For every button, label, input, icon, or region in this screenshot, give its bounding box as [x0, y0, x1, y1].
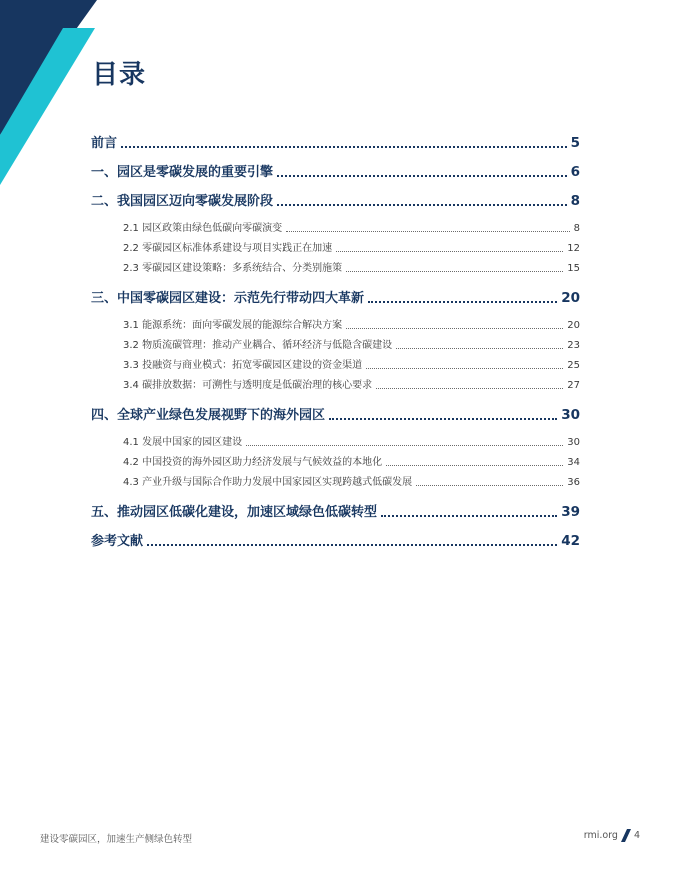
toc-dot-leader: [286, 231, 570, 232]
toc-entry-page-number: 42: [561, 533, 580, 549]
toc-entry-page-number: 39: [561, 504, 580, 520]
footer-page-info: [584, 829, 640, 842]
toc-entry-page-number: 6: [570, 164, 580, 180]
toc-entry-label: 二、我国园区迈向零碳发展阶段: [91, 194, 274, 209]
toc-entry-label: 4.1 发展中国家的园区建设: [123, 437, 243, 448]
toc-chapter-entry[interactable]: [91, 129, 580, 158]
toc-section-entry[interactable]: [123, 219, 580, 239]
footer-site-link[interactable]: rmi.org: [583, 830, 618, 841]
toc-entry-label: 2.2 零碳园区标准体系建设与项目实践正在加速: [123, 243, 333, 254]
toc-chapter-entry[interactable]: [91, 158, 580, 187]
toc-entry-page-number: 23: [567, 340, 580, 351]
toc-entry-label: 4.2 中国投资的海外园区助力经济发展与气候效益的本地化: [123, 457, 383, 468]
toc-entry-page-number: 30: [561, 407, 580, 423]
toc-entry-page-number: 36: [567, 477, 580, 488]
toc-entry-page-number: 8: [573, 223, 580, 234]
toc-section-entry[interactable]: [123, 316, 580, 336]
toc-dot-leader: [346, 328, 563, 329]
toc-entry-label: 4.3 产业升级与国际合作助力发展中国家园区实现跨越式低碳发展: [123, 477, 413, 488]
toc-dot-leader: [246, 445, 563, 446]
toc-dot-leader: [346, 271, 563, 272]
toc-entry-page-number: 34: [567, 457, 580, 468]
toc-chapter-entry[interactable]: [91, 187, 580, 216]
toc-dot-leader: [329, 418, 557, 420]
toc-entry-label: 四、全球产业绿色发展视野下的海外园区: [91, 408, 326, 423]
toc-dot-leader: [336, 251, 563, 252]
toc-dot-leader: [416, 485, 563, 486]
toc-entry-label: 3.2 物质流碳管理：推动产业耦合、循环经济与低隐含碳建设: [123, 340, 393, 351]
toc-entry-label: 前言: [91, 136, 118, 151]
table-of-contents: [91, 129, 580, 556]
toc-chapter-entry[interactable]: [91, 527, 580, 556]
toc-dot-leader: [277, 175, 567, 177]
toc-entry-page-number: 20: [561, 290, 580, 306]
toc-entry-label: 3.3 投融资与商业模式：拓宽零碳园区建设的资金渠道: [123, 360, 363, 371]
toc-dot-leader: [386, 465, 563, 466]
toc-entry-page-number: 20: [567, 320, 580, 331]
toc-entry-page-number: 8: [570, 193, 580, 209]
toc-entry-label: 三、中国零碳园区建设：示范先行带动四大革新: [91, 291, 365, 306]
toc-entry-page-number: 5: [570, 135, 580, 151]
toc-section-entry[interactable]: [123, 239, 580, 259]
toc-entry-label: 参考文献: [91, 534, 144, 549]
toc-entry-page-number: 25: [567, 360, 580, 371]
toc-entry-label: 3.4 碳排放数据：可溯性与透明度是低碳治理的核心要求: [123, 380, 373, 391]
toc-dot-leader: [381, 515, 557, 517]
page-title: 目录: [92, 60, 147, 90]
toc-dot-leader: [368, 301, 557, 303]
toc-entry-label: 五、推动园区低碳化建设，加速区域绿色低碳转型: [91, 505, 378, 520]
toc-chapter-entry[interactable]: [91, 401, 580, 430]
toc-entry-page-number: 15: [567, 263, 580, 274]
toc-section-entry[interactable]: [123, 433, 580, 453]
footer-page-number: 4: [633, 830, 640, 841]
toc-entry-label: 3.1 能源系统：面向零碳发展的能源综合解决方案: [123, 320, 343, 331]
toc-entry-page-number: 12: [567, 243, 580, 254]
toc-dot-leader: [396, 348, 563, 349]
toc-entry-label: 2.3 零碳园区建设策略：多系统结合、分类别施策: [123, 263, 343, 274]
toc-entry-page-number: 27: [567, 380, 580, 391]
toc-section-entry[interactable]: [123, 473, 580, 493]
footer-report-title: 建设零碳园区，加速生产侧绿色转型: [40, 834, 193, 845]
toc-section-entry[interactable]: [123, 356, 580, 376]
toc-entry-page-number: 30: [567, 437, 580, 448]
toc-section-entry[interactable]: [123, 453, 580, 473]
toc-chapter-entry[interactable]: [91, 284, 580, 313]
toc-entry-label: 一、园区是零碳发展的重要引擎: [91, 165, 274, 180]
toc-dot-leader: [121, 146, 567, 148]
slash-icon: [621, 829, 631, 842]
toc-entry-label: 2.1 园区政策由绿色低碳向零碳演变: [123, 223, 283, 234]
toc-dot-leader: [366, 368, 563, 369]
toc-section-entry[interactable]: [123, 376, 580, 396]
toc-section-entry[interactable]: [123, 336, 580, 356]
toc-section-entry[interactable]: [123, 259, 580, 279]
toc-dot-leader: [147, 544, 557, 546]
toc-dot-leader: [376, 388, 563, 389]
toc-dot-leader: [277, 204, 567, 206]
toc-chapter-entry[interactable]: [91, 498, 580, 527]
